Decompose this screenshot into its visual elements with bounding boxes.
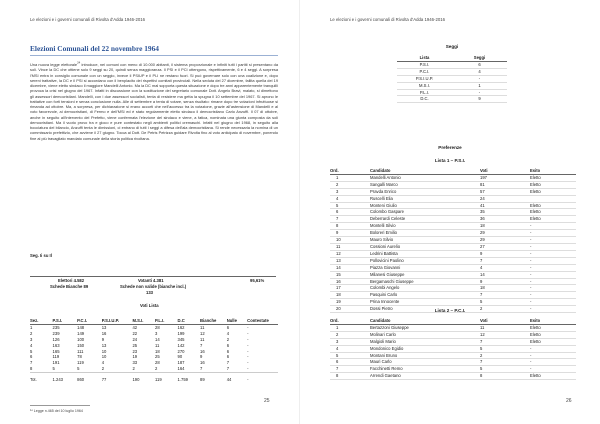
table-cell: 6 bbox=[226, 348, 230, 354]
candidate-row bbox=[330, 299, 576, 306]
candidate-cell: - bbox=[530, 278, 576, 285]
table-cell: 4 bbox=[30, 342, 33, 348]
candidate-row bbox=[330, 338, 576, 345]
table-cell: 3 bbox=[30, 336, 33, 342]
seats-table bbox=[397, 55, 507, 103]
table-cell: - bbox=[247, 366, 249, 372]
paragraph-start: Una nuova legge elettorale bbox=[30, 62, 78, 67]
candidate-cell: 3 bbox=[330, 338, 370, 345]
candidate-cell: 7 bbox=[480, 292, 530, 299]
candidate-cell: 36 bbox=[480, 216, 530, 223]
seats-cell: P.S.I. bbox=[397, 61, 452, 68]
seats-cell: 9 bbox=[452, 96, 507, 103]
candidate-cell: 12 bbox=[330, 250, 370, 257]
candidate-cell: Eletto bbox=[530, 216, 576, 223]
table-cell: 163 bbox=[52, 342, 60, 348]
candidate-row bbox=[330, 195, 576, 202]
table-cell: 7 bbox=[226, 360, 230, 366]
table-cell: 8 bbox=[30, 366, 33, 372]
candidate-cell: 7 bbox=[480, 338, 530, 345]
seats-row bbox=[397, 82, 507, 89]
candidate-cell: Mauro Silvio bbox=[370, 237, 480, 244]
candidate-column-header: Ord. bbox=[330, 168, 370, 174]
table-cell: 16 bbox=[200, 360, 205, 366]
list1-candidates-table bbox=[330, 168, 576, 313]
seats-column-header: Lista bbox=[397, 55, 452, 61]
candidate-cell: - bbox=[530, 237, 576, 244]
candidate-cell: 14 bbox=[480, 271, 530, 278]
candidate-cell: Ruscelli Elia bbox=[370, 195, 480, 202]
candidate-cell: - bbox=[530, 285, 576, 292]
candidate-cell: Malgioli Mario bbox=[370, 338, 480, 345]
candidate-row bbox=[330, 202, 576, 209]
seats-row bbox=[397, 61, 507, 68]
candidate-row bbox=[330, 345, 576, 352]
seats-row bbox=[397, 89, 507, 96]
candidate-cell: Eletto bbox=[530, 373, 576, 380]
table-cell: 24 bbox=[132, 336, 138, 342]
table-cell: - bbox=[247, 342, 249, 348]
table-cell: 13 bbox=[101, 342, 107, 348]
candidate-cell: Pollovicini Paolino bbox=[370, 257, 480, 264]
candidate-row bbox=[330, 181, 576, 188]
candidate-cell: Pasquini Carlo bbox=[370, 292, 480, 299]
candidate-cell: 29 bbox=[480, 237, 530, 244]
candidate-cell: 5 bbox=[480, 366, 530, 373]
paragraph-rest: introduce, nei comuni con meno di 10.000 abitanti, il sistema proporzionale e infiniti tutti i partiti si presentano da soli. Vince la DC che ottiene solo 9 seggi su 20, quindi senza maggioranza. Il PSI e il PCI ottengono, rispettivamente, 6 e 4 seggi. A sorpresa l'MSI entra in consiglio comunale con un seggio, invece il PSIUP e il PLI ne restano fuori. Si può governare solo con una coalizione e, dopo sereni trattative, la DC e il PSI si accordano con il benplacito dei rispettivi comitati provinciali. Nella seduta del 27 dicembre, fallita quella del 19 dicembre, viene eletto sindaco il maggiore Mandelli Antonio. Ma la DC mal sopporta questa situazione e dopo tre anni apparentemente tranquilli provoca la crisi nel giugno del 1967. Infatti in discussione con la sostituzione del segretario comunale Dott. Angelo Bravi, malato, si dimettono gli assessori democristiani. Mandelli, con i due assessori socialisti, tenta di resistere ma getta la spugna il 10 settembre del 1967. Si aprono le trattative con forti tensioni e senza conclusione nulla. Alle di settembre a tenta di votare, senza risultato: rimane dopo tre votazioni infruttuose si rimanda ad ottobre. Ma, a sorpresa, per dichiarazione si erano accorti che nell'accesso tra la votazione, grazie all'astensione di Mandelli e al voto favorevole, ai democristiani, di Fermo e dell'MSI ed è stato regolarmente eletto sindaco il democristiano Carlo Anzuffi. Il 07 di ottobre, anche in seguito all'intervento del Prefetto, viene confermata l'elezione del sindaco e viene, a fatica, nominata una giunta composta da soli democristiani. Ma il vuoto provo tra e gioco e pure contestato negli ambienti politici cremaschi. Infatti nel giugno del 1968, in seguito alla bocciatura del bilancio, Anzuffi tenta le dimissioni, ci entrano di tutti i seggi a difesa dell'ala democristiana. Si rende necessaria la nomina di un commissario prefettizio, che avviene il 27 giugno. Tocca al Dott. De Petris Petrizza guidare Rivolta fino al voto anticipato di novembre, ponendo fine al più travagliato mandato comunale della storia politica rivoltana. bbox=[30, 62, 278, 141]
candidate-cell: 16 bbox=[330, 278, 370, 285]
candidate-cell: 15 bbox=[330, 271, 370, 278]
table-cell: 111 bbox=[77, 348, 84, 354]
table-cell: - bbox=[247, 336, 249, 342]
candidate-cell: 8 bbox=[330, 373, 370, 380]
candidate-cell: 18 bbox=[480, 285, 530, 292]
candidate-row bbox=[330, 271, 576, 278]
total-cell: 1.759 bbox=[178, 373, 201, 383]
candidate-row bbox=[330, 250, 576, 257]
candidate-cell: 3 bbox=[330, 188, 370, 195]
table-cell: 9 bbox=[200, 354, 203, 360]
candidate-cell: - bbox=[530, 345, 576, 352]
candidate-cell: - bbox=[530, 230, 576, 237]
table-cell: 10 bbox=[101, 348, 107, 354]
table-cell: 100 bbox=[77, 336, 85, 342]
table-cell: 18 bbox=[154, 348, 160, 354]
table-cell: 7 bbox=[226, 366, 230, 372]
table-cell: 5 bbox=[52, 366, 55, 372]
summary-top-rule bbox=[30, 276, 276, 277]
table-cell: 2 bbox=[154, 366, 158, 372]
table-cell: 25 bbox=[132, 342, 138, 348]
table-cell: 4 bbox=[226, 330, 230, 336]
candidate-cell: Pravda Enrico bbox=[370, 188, 480, 195]
candidate-column-header: Voti bbox=[480, 318, 530, 324]
table-cell: 149 bbox=[77, 330, 85, 336]
candidate-cell: Piazza Giovanni bbox=[370, 264, 480, 271]
column-header: D.C bbox=[178, 318, 201, 324]
table-cell: 22 bbox=[132, 330, 138, 336]
votes-by-section-table bbox=[30, 318, 278, 383]
candidate-cell: Dossi Pietro bbox=[370, 306, 480, 313]
total-cell: 44 bbox=[227, 373, 247, 383]
table-cell: 9 bbox=[101, 336, 105, 342]
results-section-label: Seg. Ii su Il bbox=[30, 253, 52, 258]
total-cell: - bbox=[247, 373, 278, 383]
candidate-cell: 29 bbox=[480, 230, 530, 237]
table-cell: 7 bbox=[30, 360, 33, 366]
table-cell: 28 bbox=[154, 324, 160, 330]
table-cell: 5 bbox=[30, 348, 33, 354]
schede-nulle-value: 133 bbox=[146, 290, 153, 295]
candidate-cell: 2 bbox=[330, 331, 370, 338]
column-header: P.S.I.U.P. bbox=[102, 318, 133, 324]
table-cell: 2 bbox=[101, 366, 105, 372]
candidate-cell: 4 bbox=[480, 264, 530, 271]
candidate-cell: - bbox=[530, 243, 576, 250]
candidate-cell: 12 bbox=[480, 331, 530, 338]
table-cell: 6 bbox=[226, 342, 230, 348]
table-cell: - bbox=[247, 360, 249, 366]
candidate-cell: - bbox=[530, 299, 576, 306]
table-cell: 345 bbox=[177, 336, 185, 342]
candidate-cell: Milanesi Giuseppe bbox=[370, 271, 480, 278]
seats-cell: M.S.I. bbox=[397, 82, 452, 89]
candidate-cell: Eletto bbox=[530, 338, 576, 345]
table-cell: 12 bbox=[200, 330, 205, 336]
candidate-cell: 81 bbox=[480, 181, 530, 188]
candidate-cell: 19 bbox=[330, 299, 370, 306]
candidate-cell: - bbox=[530, 250, 576, 257]
candidate-row bbox=[330, 174, 576, 181]
candidate-cell: Mondonico Egidio bbox=[370, 345, 480, 352]
candidate-cell: 9 bbox=[330, 230, 370, 237]
candidate-column-header: Esito bbox=[530, 318, 576, 324]
right-page bbox=[300, 0, 600, 424]
section-title: Elezioni Comunali del 22 novembre 1964 bbox=[30, 44, 159, 53]
candidate-cell: - bbox=[530, 271, 576, 278]
candidate-row bbox=[330, 331, 576, 338]
seats-row bbox=[397, 75, 507, 82]
candidate-row bbox=[330, 366, 576, 373]
table-cell: - bbox=[247, 330, 249, 336]
candidate-cell: Eletto bbox=[530, 181, 576, 188]
column-header: Sez. bbox=[30, 318, 53, 324]
seats-cell: 4 bbox=[452, 68, 507, 75]
table-cell: 2 bbox=[226, 336, 230, 342]
column-header: P.S.I. bbox=[53, 318, 78, 324]
table-cell: 3 bbox=[154, 330, 158, 336]
candidate-cell: 27 bbox=[480, 243, 530, 250]
table-cell: 191 bbox=[52, 360, 60, 366]
total-cell: 860 bbox=[77, 373, 102, 383]
total-cell: 190 bbox=[132, 373, 155, 383]
candidate-cell: 5 bbox=[330, 202, 370, 209]
footnote-reference[interactable]: 24 bbox=[77, 60, 81, 65]
candidate-row bbox=[330, 359, 576, 366]
candidate-cell: Eletto bbox=[530, 209, 576, 216]
candidate-cell: 57 bbox=[480, 188, 530, 195]
seats-row bbox=[397, 68, 507, 75]
table-cell: 199 bbox=[177, 330, 185, 336]
column-header: Contestate bbox=[247, 318, 278, 324]
table-cell: 16 bbox=[200, 348, 205, 354]
total-cell: Tot. bbox=[30, 373, 53, 383]
table-cell: 7 bbox=[200, 342, 203, 348]
voti-lista-title: Voti Lista bbox=[140, 303, 159, 308]
candidate-cell: 5 bbox=[480, 345, 530, 352]
seggi-title: Seggi bbox=[445, 44, 459, 49]
candidate-row bbox=[330, 230, 576, 237]
candidate-cell: Ledrini Battista bbox=[370, 250, 480, 257]
candidate-cell: 24 bbox=[480, 195, 530, 202]
table-cell: 11 bbox=[200, 336, 205, 342]
candidate-cell: Cossioni Aurelio bbox=[370, 243, 480, 250]
schede-bianche: Schede Bianche 89 bbox=[50, 284, 89, 289]
table-cell: 6 bbox=[30, 354, 33, 360]
column-header: M.S.I. bbox=[132, 318, 155, 324]
candidate-cell: Sangalli Marco bbox=[370, 181, 480, 188]
candidate-cell: Colombi Angelo bbox=[370, 285, 480, 292]
seats-cell: D.C. bbox=[397, 96, 452, 103]
candidate-cell: 20 bbox=[330, 306, 370, 313]
table-cell: 142 bbox=[177, 342, 185, 348]
table-cell: - bbox=[247, 348, 249, 354]
table-cell: 90 bbox=[177, 354, 183, 360]
candidate-cell: - bbox=[530, 264, 576, 271]
table-cell: 78 bbox=[77, 354, 82, 360]
table-cell: 10 bbox=[101, 354, 107, 360]
candidate-column-header: Candidato bbox=[370, 168, 480, 174]
candidate-cell: 2 bbox=[480, 306, 530, 313]
table-cell: 11 bbox=[200, 324, 205, 330]
candidate-cell: Montelli Silvio bbox=[370, 223, 480, 230]
candidate-cell: Eletto bbox=[530, 324, 576, 331]
list2-candidates-table bbox=[330, 318, 576, 380]
table-cell: 25 bbox=[154, 354, 160, 360]
candidate-cell: Montani Bruno bbox=[370, 352, 480, 359]
page-number-right: 26 bbox=[566, 398, 572, 404]
candidate-cell: 1 bbox=[330, 174, 370, 181]
candidate-cell: 11 bbox=[480, 324, 530, 331]
candidate-row bbox=[330, 285, 576, 292]
seats-cell: - bbox=[452, 75, 507, 82]
candidate-cell: 6 bbox=[330, 359, 370, 366]
total-cell: 1.243 bbox=[53, 373, 78, 383]
candidate-cell: - bbox=[530, 359, 576, 366]
seats-cell: - bbox=[452, 89, 507, 96]
candidate-row bbox=[330, 223, 576, 230]
candidate-cell: 9 bbox=[480, 250, 530, 257]
candidate-cell: - bbox=[530, 223, 576, 230]
candidate-row bbox=[330, 237, 576, 244]
candidate-column-header: Ord. bbox=[330, 318, 370, 324]
column-header: Nulle bbox=[227, 318, 247, 324]
table-cell: 42 bbox=[132, 324, 138, 330]
seats-cell: P.L.I. bbox=[397, 89, 452, 96]
candidate-cell: 7 bbox=[480, 359, 530, 366]
table-cell: 270 bbox=[177, 348, 185, 354]
candidate-cell: Deberrardi Celeste bbox=[370, 216, 480, 223]
column-header: P.C.I. bbox=[77, 318, 102, 324]
candidate-cell: 197 bbox=[480, 174, 530, 181]
candidate-row bbox=[330, 243, 576, 250]
candidate-cell: Mandelli Antonio bbox=[370, 174, 480, 181]
table-cell: 2 bbox=[132, 366, 135, 372]
candidate-cell: 41 bbox=[480, 202, 530, 209]
candidate-cell: 7 bbox=[480, 257, 530, 264]
candidate-cell: 8 bbox=[480, 373, 530, 380]
candidate-cell: 18 bbox=[330, 292, 370, 299]
running-header-left: Le elezioni e i governi comunali di Rivolta d'Adda 1946-2016 bbox=[30, 17, 146, 22]
total-cell: 77 bbox=[102, 373, 133, 383]
candidate-cell bbox=[530, 195, 576, 202]
candidate-cell: 17 bbox=[330, 285, 370, 292]
candidate-cell: Eletto bbox=[530, 202, 576, 209]
table-cell: 33 bbox=[132, 360, 138, 366]
table-cell: 164 bbox=[177, 366, 185, 372]
table-cell: 1 bbox=[30, 324, 33, 330]
candidate-row bbox=[330, 257, 576, 264]
candidate-cell: Eletto bbox=[530, 174, 576, 181]
column-header: P.L.I. bbox=[155, 318, 178, 324]
candidate-cell: Arrendi Gaetano bbox=[370, 373, 480, 380]
table-cell: 23 bbox=[132, 348, 138, 354]
total-cell: 89 bbox=[200, 373, 227, 383]
candidate-column-header: Candidato bbox=[370, 318, 480, 324]
candidate-cell: Boloreri Emilio bbox=[370, 230, 480, 237]
candidate-cell: 7 bbox=[330, 366, 370, 373]
seats-cell: 1 bbox=[452, 82, 507, 89]
table-cell: 150 bbox=[77, 342, 85, 348]
candidate-cell: Facchinetti Remo bbox=[370, 366, 480, 373]
table-cell: - bbox=[247, 324, 249, 330]
votanti-count: Votanti 4.381 bbox=[138, 278, 164, 283]
candidate-cell: - bbox=[530, 352, 576, 359]
candidate-cell: 8 bbox=[330, 223, 370, 230]
candidate-cell: Monteni Giulio bbox=[370, 202, 480, 209]
footnote: ²⁴ Legge n.465 del 10 luglio 1964 bbox=[30, 409, 83, 413]
candidate-row bbox=[330, 264, 576, 271]
table-cell: 28 bbox=[154, 360, 160, 366]
table-cell: 119 bbox=[52, 354, 60, 360]
table-cell: 187 bbox=[177, 360, 185, 366]
candidate-cell: 7 bbox=[330, 216, 370, 223]
table-cell: 165 bbox=[52, 348, 60, 354]
schede-nulle-label: Schede non valide (bianche incl.) bbox=[120, 284, 187, 289]
candidate-row bbox=[330, 292, 576, 299]
elettori-count: Elettori 4.582 bbox=[58, 278, 85, 283]
preferenze-title: Preferenze bbox=[438, 145, 462, 150]
candidate-cell: 4 bbox=[330, 195, 370, 202]
candidate-column-header: Esito bbox=[530, 168, 576, 174]
candidate-cell: 6 bbox=[330, 209, 370, 216]
candidate-cell: 9 bbox=[480, 278, 530, 285]
candidate-row bbox=[330, 216, 576, 223]
candidate-cell: 35 bbox=[480, 209, 530, 216]
total-row bbox=[30, 373, 278, 383]
table-cell: 162 bbox=[177, 324, 185, 330]
seats-column-header: Seggi bbox=[452, 55, 507, 61]
running-header-right: Le elezioni e i governi comunali di Rivolta d'Adda 1946-2016 bbox=[330, 17, 446, 22]
candidate-cell: 2 bbox=[480, 352, 530, 359]
table-cell: 6 bbox=[226, 354, 230, 360]
candidate-cell: Bergamaschi Giuseppe bbox=[370, 278, 480, 285]
table-cell: 7 bbox=[200, 366, 203, 372]
candidate-cell: - bbox=[530, 292, 576, 299]
table-cell: 119 bbox=[77, 360, 84, 366]
table-cell: 14 bbox=[154, 336, 160, 342]
seats-row bbox=[397, 96, 507, 103]
table-cell: 235 bbox=[52, 324, 60, 330]
seats-cell: P.C.I. bbox=[397, 68, 452, 75]
candidate-cell: 2 bbox=[330, 181, 370, 188]
table-cell: 126 bbox=[52, 336, 60, 342]
table-cell: 11 bbox=[154, 342, 160, 348]
table-cell: 19 bbox=[132, 354, 138, 360]
candidate-cell: 5 bbox=[330, 352, 370, 359]
page-number-left: 25 bbox=[264, 398, 270, 404]
candidate-cell: Mauri Carlo bbox=[370, 359, 480, 366]
candidate-cell: - bbox=[530, 366, 576, 373]
candidate-cell: 18 bbox=[480, 223, 530, 230]
list1-title: Lista 1 – P.S.I. bbox=[434, 158, 466, 163]
table-cell: 4 bbox=[101, 360, 105, 366]
candidate-cell: 13 bbox=[330, 257, 370, 264]
candidate-cell: Bertazzoni Giuseppe bbox=[370, 324, 480, 331]
table-cell: 2 bbox=[30, 330, 33, 336]
candidate-cell: Eletto bbox=[530, 188, 576, 195]
candidate-cell: Prina Innocente bbox=[370, 299, 480, 306]
table-cell: 13 bbox=[101, 324, 107, 330]
candidate-row bbox=[330, 209, 576, 216]
list2-title: Lista 2 – P.C.I. bbox=[434, 308, 466, 313]
candidate-row bbox=[330, 373, 576, 380]
candidate-cell: 10 bbox=[330, 237, 370, 244]
body-paragraph bbox=[30, 62, 278, 141]
table-cell: 16 bbox=[101, 330, 107, 336]
candidate-row bbox=[330, 324, 576, 331]
candidate-cell: Colombo Gaspare bbox=[370, 209, 480, 216]
table-cell: 148 bbox=[77, 324, 85, 330]
seats-cell: P.S.I.U.P. bbox=[397, 75, 452, 82]
column-header: Bianche bbox=[200, 318, 227, 324]
candidate-cell: 1 bbox=[330, 324, 370, 331]
seats-cell: 6 bbox=[452, 61, 507, 68]
candidate-row bbox=[330, 188, 576, 195]
table-cell: 5 bbox=[77, 366, 80, 372]
turnout-percent: 95,61% bbox=[250, 278, 265, 283]
candidate-cell: - bbox=[530, 306, 576, 313]
total-cell: 119 bbox=[155, 373, 178, 383]
candidate-cell: 4 bbox=[330, 345, 370, 352]
candidate-cell: - bbox=[530, 257, 576, 264]
title-underline bbox=[30, 55, 278, 56]
candidate-column-header: Voti bbox=[480, 168, 530, 174]
table-cell: - bbox=[247, 354, 249, 360]
candidate-row bbox=[330, 352, 576, 359]
footnote-rule bbox=[30, 405, 90, 406]
candidate-cell: Molinari Carlo bbox=[370, 331, 480, 338]
table-cell: 239 bbox=[52, 330, 60, 336]
candidate-cell: 5 bbox=[480, 299, 530, 306]
table-cell: 6 bbox=[226, 324, 230, 330]
candidate-cell: 11 bbox=[330, 243, 370, 250]
candidate-row bbox=[330, 278, 576, 285]
candidate-cell: 14 bbox=[330, 264, 370, 271]
candidate-cell: Eletto bbox=[530, 331, 576, 338]
